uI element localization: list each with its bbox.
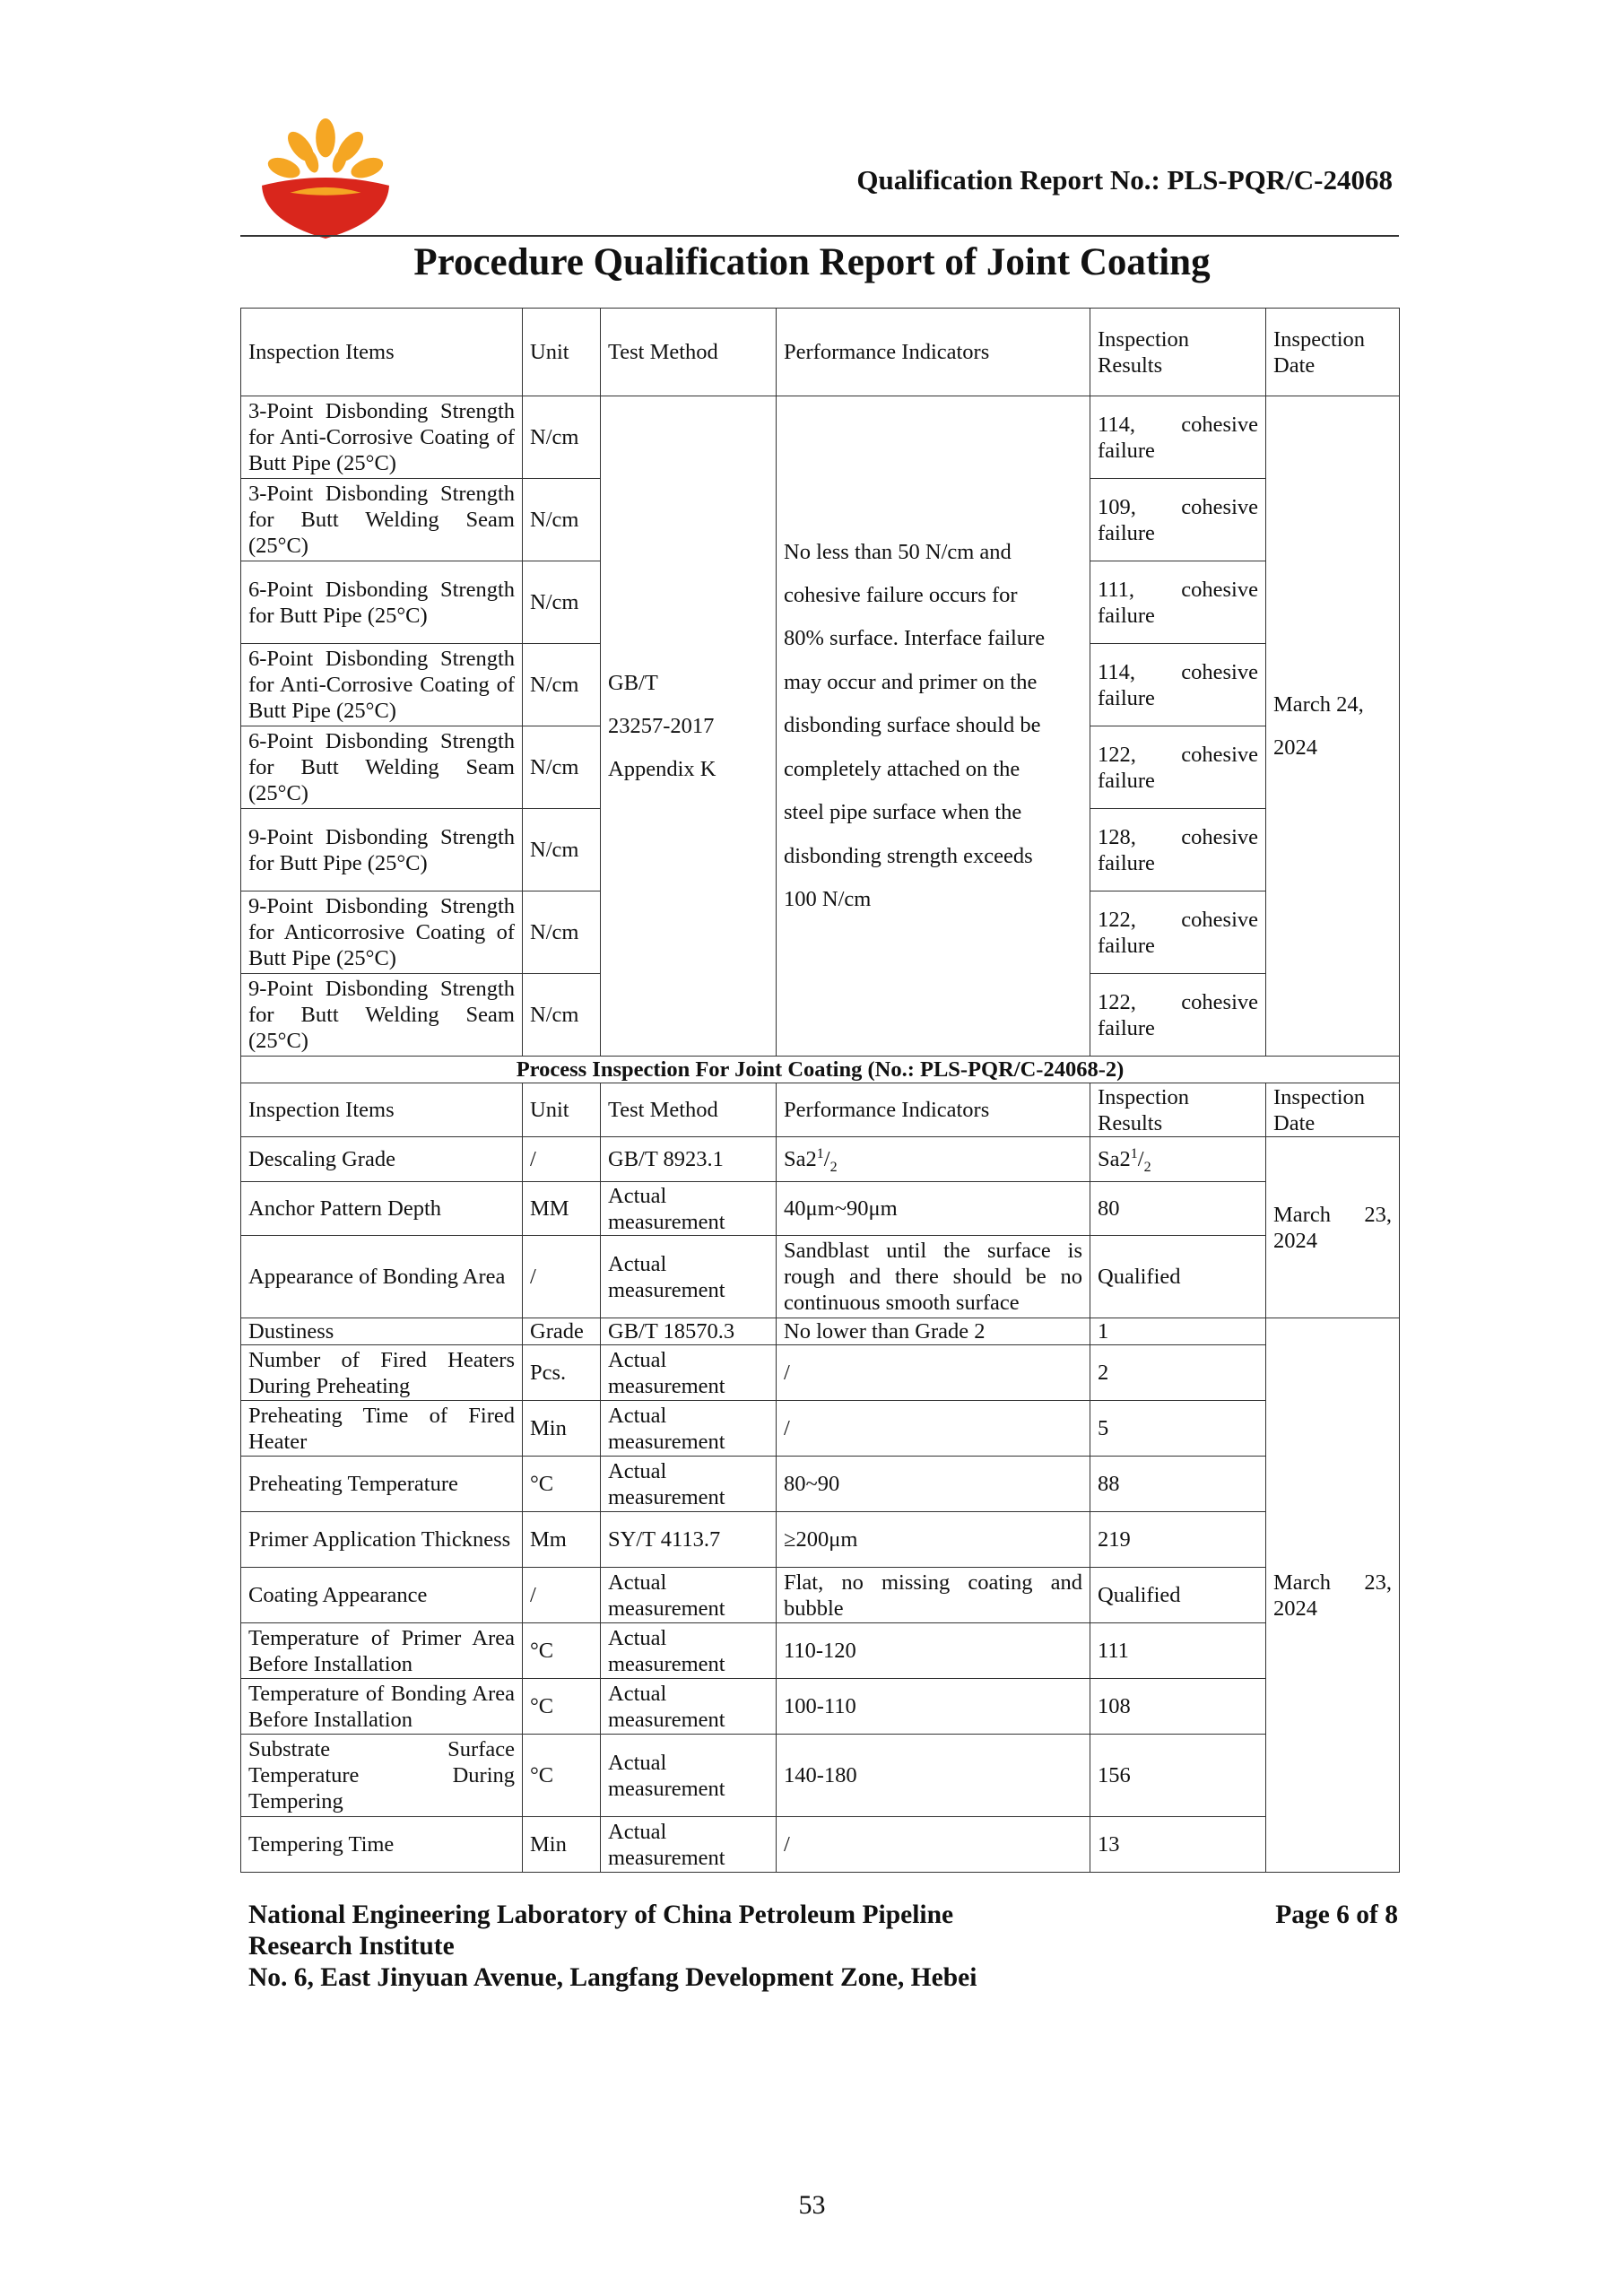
inspection-item: Preheating Time of Fired Heater xyxy=(241,1401,523,1457)
inspection-item: Number of Fired Heaters During Preheating xyxy=(241,1345,523,1401)
result-cell: Qualified xyxy=(1090,1236,1266,1318)
table-row xyxy=(241,1512,1400,1568)
inspection-date-line: March 24, xyxy=(1273,691,1364,717)
inspection-item: 3-Point Disbonding Strength for Butt Welding Seam (25°C) xyxy=(241,479,523,561)
sa-grade-numerator: 1 xyxy=(1130,1145,1138,1161)
performance-line: No less than 50 N/cm and xyxy=(784,539,1012,564)
header-unit: Unit xyxy=(523,1083,601,1137)
table-row xyxy=(241,1401,1400,1457)
inspection-date-cell xyxy=(1266,396,1400,1057)
footer-page-of: Page 6 of 8 xyxy=(1275,1900,1398,1929)
result-cell xyxy=(1090,1137,1266,1182)
header-inspection-date: Inspection Date xyxy=(1266,1083,1400,1137)
section-row xyxy=(241,1057,1400,1083)
table-row xyxy=(241,1318,1400,1345)
inspection-item: 9-Point Disbonding Strength for Butt Welding Seam (25°C) xyxy=(241,974,523,1057)
unit-cell: N/cm xyxy=(523,809,601,891)
test-method-line: Appendix K xyxy=(608,756,716,781)
table-row xyxy=(241,1568,1400,1623)
table-row xyxy=(241,396,1400,479)
test-method-cell: GB/T 18570.3 xyxy=(601,1318,777,1345)
unit-cell: / xyxy=(523,1137,601,1182)
sa-grade-denominator: 2 xyxy=(829,1159,838,1175)
result-cell: 108 xyxy=(1090,1679,1266,1735)
result-cell: 122, cohesive failure xyxy=(1090,726,1266,809)
result-cell: 13 xyxy=(1090,1817,1266,1873)
unit-cell: N/cm xyxy=(523,479,601,561)
inspection-date-line: 2024 xyxy=(1273,735,1317,760)
performance-indicators-cell xyxy=(777,396,1090,1057)
inspection-item: Appearance of Bonding Area xyxy=(241,1236,523,1318)
header-inspection-items: Inspection Items xyxy=(241,1083,523,1137)
section-title: Process Inspection For Joint Coating (No.: PLS-PQR/C-24068-2) xyxy=(241,1057,1400,1083)
inspection-item: Descaling Grade xyxy=(241,1137,523,1182)
table-row xyxy=(241,1623,1400,1679)
header-inspection-items: Inspection Items xyxy=(241,309,523,396)
table2-header-row xyxy=(241,1083,1400,1137)
test-method-cell: Actual measurement xyxy=(601,1735,777,1817)
inspection-item: 9-Point Disbonding Strength for Anticorrosive Coating of Butt Pipe (25°C) xyxy=(241,891,523,974)
table-row xyxy=(241,1735,1400,1817)
report-number: Qualification Report No.: PLS-PQR/C-24068 xyxy=(856,164,1393,196)
header-test-method: Test Method xyxy=(601,309,777,396)
test-method-cell: SY/T 4113.7 xyxy=(601,1512,777,1568)
result-cell: Qualified xyxy=(1090,1568,1266,1623)
unit-cell: °C xyxy=(523,1457,601,1512)
performance-line: steel pipe surface when the xyxy=(784,800,1022,825)
header-inspection-date: Inspection Date xyxy=(1266,309,1400,396)
test-method-cell: Actual measurement xyxy=(601,1401,777,1457)
inspection-table xyxy=(240,308,1400,1873)
table-row xyxy=(241,1457,1400,1512)
inspection-item: Temperature of Primer Area Before Installation xyxy=(241,1623,523,1679)
result-cell: 80 xyxy=(1090,1182,1266,1236)
header-rule xyxy=(240,235,1399,237)
header-unit: Unit xyxy=(523,309,601,396)
sa-grade-numerator: 1 xyxy=(816,1145,824,1161)
header-inspection-results: Inspection Results xyxy=(1090,309,1266,396)
page-title: Procedure Qualification Report of Joint Coating xyxy=(413,241,1211,283)
test-method-cell: Actual measurement xyxy=(601,1817,777,1873)
performance-cell: / xyxy=(777,1401,1090,1457)
unit-cell: N/cm xyxy=(523,644,601,726)
inspection-item: 6-Point Disbonding Strength for Anti-Corrosive Coating of Butt Pipe (25°C) xyxy=(241,644,523,726)
footer-org-line2: Research Institute xyxy=(248,1932,455,1961)
performance-cell: 140-180 xyxy=(777,1735,1090,1817)
unit-cell: MM xyxy=(523,1182,601,1236)
result-cell: 156 xyxy=(1090,1735,1266,1817)
unit-cell: / xyxy=(523,1568,601,1623)
result-cell: 122, cohesive failure xyxy=(1090,891,1266,974)
table-row xyxy=(241,1345,1400,1401)
unit-cell: N/cm xyxy=(523,396,601,479)
test-method-cell: Actual measurement xyxy=(601,1236,777,1318)
result-cell: 2 xyxy=(1090,1345,1266,1401)
inspection-item: Temperature of Bonding Area Before Installation xyxy=(241,1679,523,1735)
test-method-cell xyxy=(601,396,777,1057)
unit-cell: Pcs. xyxy=(523,1345,601,1401)
sa-grade-slash: / xyxy=(1137,1147,1144,1171)
test-method-cell: Actual measurement xyxy=(601,1457,777,1512)
unit-cell: / xyxy=(523,1236,601,1318)
result-cell: 122, cohesive failure xyxy=(1090,974,1266,1057)
result-cell: 114, cohesive failure xyxy=(1090,396,1266,479)
performance-cell: 80~90 xyxy=(777,1457,1090,1512)
header-inspection-results: Inspection Results xyxy=(1090,1083,1266,1137)
table-row xyxy=(241,1817,1400,1873)
unit-cell: N/cm xyxy=(523,891,601,974)
inspection-date-cell: March 23, 2024 xyxy=(1266,1137,1400,1318)
result-cell: 128, cohesive failure xyxy=(1090,809,1266,891)
unit-cell: Min xyxy=(523,1817,601,1873)
footer-address: No. 6, East Jinyuan Avenue, Langfang Development Zone, Hebei xyxy=(248,1963,977,1992)
performance-cell: / xyxy=(777,1345,1090,1401)
table-row xyxy=(241,1182,1400,1236)
unit-cell: Mm xyxy=(523,1512,601,1568)
inspection-item: 9-Point Disbonding Strength for Butt Pipe (25°C) xyxy=(241,809,523,891)
performance-line: disbonding surface should be xyxy=(784,713,1041,738)
performance-line: may occur and primer on the xyxy=(784,669,1038,694)
result-cell: 111 xyxy=(1090,1623,1266,1679)
table1-header-row xyxy=(241,309,1400,396)
inspection-item: 3-Point Disbonding Strength for Anti-Corrosive Coating of Butt Pipe (25°C) xyxy=(241,396,523,479)
unit-cell: Min xyxy=(523,1401,601,1457)
header-test-method: Test Method xyxy=(601,1083,777,1137)
inspection-item: Coating Appearance xyxy=(241,1568,523,1623)
inspection-item: Tempering Time xyxy=(241,1817,523,1873)
result-cell: 109, cohesive failure xyxy=(1090,479,1266,561)
table-row xyxy=(241,1236,1400,1318)
result-cell: 114, cohesive failure xyxy=(1090,644,1266,726)
page-number: 53 xyxy=(798,2190,826,2220)
performance-line: 100 N/cm xyxy=(784,886,872,911)
inspection-item: 6-Point Disbonding Strength for Butt Welding Seam (25°C) xyxy=(241,726,523,809)
test-method-cell: Actual measurement xyxy=(601,1679,777,1735)
performance-cell: 40μm~90μm xyxy=(777,1182,1090,1236)
unit-cell: °C xyxy=(523,1679,601,1735)
company-logo xyxy=(255,117,396,240)
sa-grade-slash: / xyxy=(823,1147,830,1171)
performance-cell: 110-120 xyxy=(777,1623,1090,1679)
result-cell: 1 xyxy=(1090,1318,1266,1345)
result-cell: 5 xyxy=(1090,1401,1266,1457)
sa-grade-base: Sa2 xyxy=(784,1147,817,1171)
result-cell: 219 xyxy=(1090,1512,1266,1568)
test-method-line: GB/T xyxy=(608,670,658,695)
inspection-item: Substrate Surface Temperature During Tempering xyxy=(241,1735,523,1817)
test-method-cell: Actual measurement xyxy=(601,1568,777,1623)
table-row xyxy=(241,1137,1400,1182)
test-method-line: 23257-2017 xyxy=(608,713,715,738)
performance-line: cohesive failure occurs for xyxy=(784,583,1018,608)
table-row xyxy=(241,1679,1400,1735)
performance-cell: No lower than Grade 2 xyxy=(777,1318,1090,1345)
inspection-date-cell: March 23, 2024 xyxy=(1266,1318,1400,1873)
inspection-item: Preheating Temperature xyxy=(241,1457,523,1512)
sa-grade-base: Sa2 xyxy=(1098,1147,1131,1171)
inspection-item: 6-Point Disbonding Strength for Butt Pipe (25°C) xyxy=(241,561,523,644)
unit-cell: N/cm xyxy=(523,726,601,809)
header-performance-indicators: Performance Indicators xyxy=(777,309,1090,396)
footer xyxy=(248,1900,1398,1994)
inspection-item: Dustiness xyxy=(241,1318,523,1345)
unit-cell: Grade xyxy=(523,1318,601,1345)
performance-line: disbonding strength exceeds xyxy=(784,843,1033,868)
performance-cell: Flat, no missing coating and bubble xyxy=(777,1568,1090,1623)
performance-cell: 100-110 xyxy=(777,1679,1090,1735)
sa-grade-denominator: 2 xyxy=(1143,1159,1151,1175)
result-cell: 88 xyxy=(1090,1457,1266,1512)
result-cell: 111, cohesive failure xyxy=(1090,561,1266,644)
inspection-item: Primer Application Thickness xyxy=(241,1512,523,1568)
test-method-cell: Actual measurement xyxy=(601,1623,777,1679)
performance-cell: ≥200μm xyxy=(777,1512,1090,1568)
performance-cell: Sandblast until the surface is rough and there should be no continuous smooth surface xyxy=(777,1236,1090,1318)
performance-line: completely attached on the xyxy=(784,756,1020,781)
performance-cell xyxy=(777,1137,1090,1182)
performance-line: 80% surface. Interface failure xyxy=(784,626,1046,651)
unit-cell: °C xyxy=(523,1735,601,1817)
unit-cell: °C xyxy=(523,1623,601,1679)
footer-org-line1: National Engineering Laboratory of China Petroleum Pipeline xyxy=(248,1900,954,1929)
inspection-item: Anchor Pattern Depth xyxy=(241,1182,523,1236)
unit-cell: N/cm xyxy=(523,974,601,1057)
test-method-cell: Actual measurement xyxy=(601,1345,777,1401)
test-method-cell: Actual measurement xyxy=(601,1182,777,1236)
test-method-cell: GB/T 8923.1 xyxy=(601,1137,777,1182)
unit-cell: N/cm xyxy=(523,561,601,644)
performance-cell: / xyxy=(777,1817,1090,1873)
header-performance-indicators: Performance Indicators xyxy=(777,1083,1090,1137)
